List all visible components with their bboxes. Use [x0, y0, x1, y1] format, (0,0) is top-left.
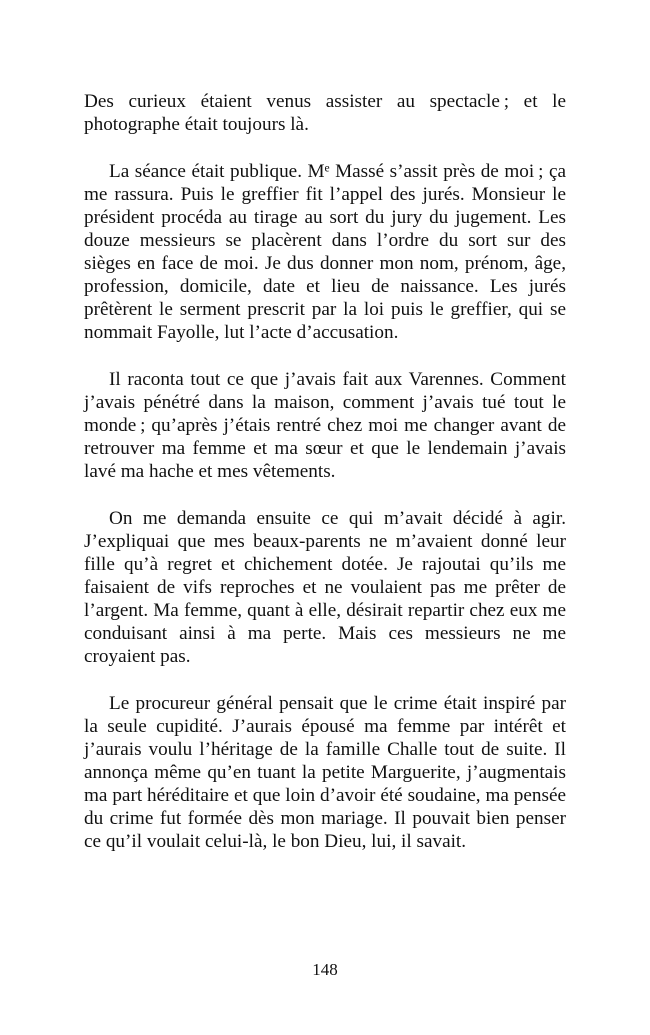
paragraph-5: Le procureur général pensait que le crime était inspiré par la seule cupidité. J’aurais épousé ma femme par intérêt et j’aurais voulu l’héritage de la famille Challe tout de suite. Il annonça même qu’en tuant la petite Marguerite, j’augmentais ma part héréditaire et que loin d’avoir été soudaine, ma pensée du crime fut formée dès mon mariage. Il pouvait bien penser ce qu’il voulait celui-là, le bon Dieu, lui, il savait.: [84, 693, 566, 852]
page-number: 148: [312, 960, 338, 979]
paragraph-2: La séance était publique. Mᵉ Massé s’assit près de moi ; ça me rassura. Puis le greffier fit l’appel des jurés. Monsieur le président procéda au tirage au sort du jury du jugement. Les douze messieurs se placèrent dans l’ordre du sort sur des sièges en face de moi. Je dus donner mon nom, prénom, âge, profession, domicile, date et lieu de naissance. Les jurés prêtèrent le serment prescrit par la loi puis le greffier, qui se nommait Fayolle, lut l’acte d’accusation.: [84, 161, 566, 343]
page-body: [84, 90, 566, 877]
paragraph-1: Des curieux étaient venus assister au spectacle ; et le photographe était toujours là.: [84, 91, 566, 135]
paragraph-4: On me demanda ensuite ce qui m’avait décidé à agir. J’expliquai que mes beaux-parents ne m’avaient donné leur fille qu’à regret et chichement dotée. Je rajoutai qu’ils me faisaient de vifs reproches et ne voulaient pas me prêter de l’argent. Ma femme, quant à elle, désirait repartir chez eux me conduisant ainsi à ma perte. Mais ces messieurs ne me croyaient pas.: [84, 508, 566, 667]
paragraph-3: Il raconta tout ce que j’avais fait aux Varennes. Comment j’avais pénétré dans la maison, comment j’avais tué tout le monde ; qu’après j’étais rentré chez moi me changer avant de retrouver ma femme et ma sœur et que le lendemain j’avais lavé ma hache et mes vêtements.: [84, 369, 566, 482]
